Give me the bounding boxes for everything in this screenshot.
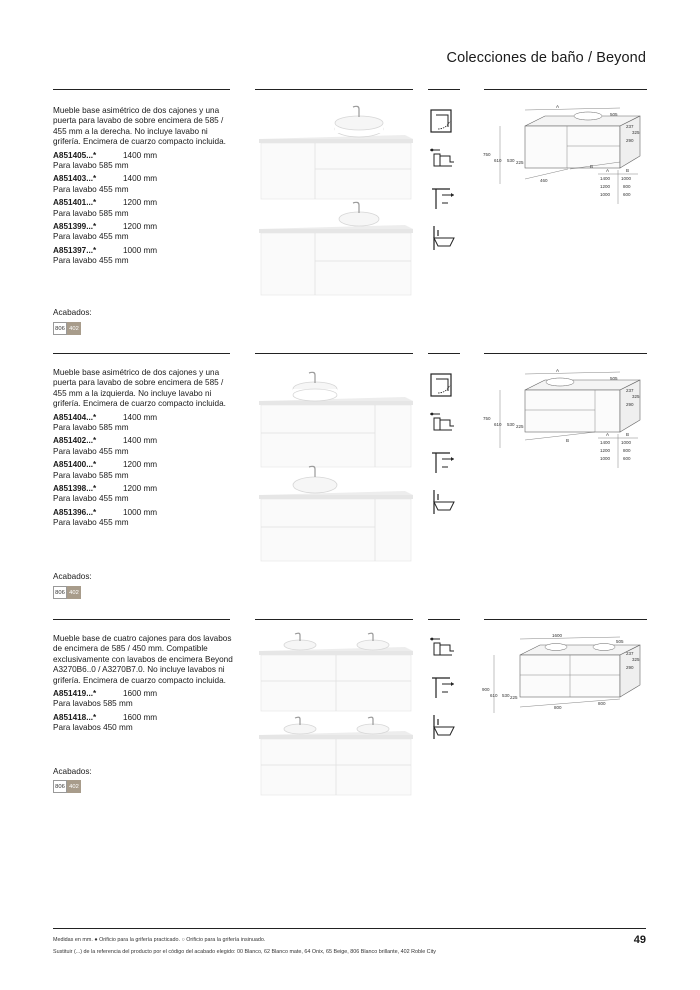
product-size: 1200 mm [123, 484, 158, 494]
dim-label: 225 [510, 695, 518, 700]
product-size: 1600 mm [123, 689, 158, 699]
product-description [53, 634, 233, 737]
product-size: 1400 mm [123, 436, 158, 446]
product-line [53, 713, 233, 723]
product-sub: Para lavabo 585 mm [53, 161, 129, 171]
product-size: 1400 mm [123, 174, 158, 184]
section-rule [255, 353, 413, 354]
section-rule [484, 619, 647, 620]
description-text: Mueble base asimétrico de dos cajones y una puerta para lavabo de sobre encimera de 585 / 455 mm a la izquierda. No incluye lavabo ni grifería. Encimera de cuarzo compacto incluida. [53, 368, 226, 409]
table-header: A [606, 168, 610, 173]
table-header: B [626, 432, 630, 437]
table-cell: 1200 [600, 184, 611, 189]
table-cell: 800 [623, 184, 631, 189]
product-sub: Para lavabo 455 mm [53, 446, 129, 456]
product-description [53, 106, 233, 270]
section-rule [428, 89, 460, 90]
finish-swatches [53, 586, 81, 599]
vanity-image [255, 365, 415, 565]
dim-label: 325 [632, 657, 640, 662]
product-line [53, 198, 233, 208]
dim-label: 505 [610, 376, 618, 381]
vanity-image [255, 631, 415, 801]
footer-note-finishes: Sustituir (...) de la referencia del producto por el código del acabado elegido: 00 Blanco, 62 Blanco mate, 64 Onix, 65 Beige, 806 Blanco brillante, 402 Roble City [53, 948, 436, 955]
page-title: Colecciones de baño / Beyond [446, 50, 646, 66]
basin-icon [428, 224, 458, 252]
product-section-2 [0, 353, 700, 613]
product-line [53, 151, 233, 161]
finish-swatch: 402 [67, 322, 81, 335]
section-rule [484, 353, 647, 354]
table-cell: 1000 [621, 176, 632, 181]
section-rule [484, 89, 647, 90]
dim-label: 290 [626, 138, 634, 143]
product-code: A851396...* [53, 507, 97, 517]
table-cell: 1200 [600, 448, 611, 453]
description-text: Mueble base asimétrico de dos cajones y una puerta para lavabo de sobre encimera de 585 / 455 mm a la derecha. No incluye lavabo ni grifería. Encimera de cuarzo compacto incluida. [53, 106, 226, 147]
product-line [53, 484, 233, 494]
product-code: A851401...* [53, 198, 97, 208]
symbol-column [428, 107, 462, 263]
product-size: 1000 mm [123, 507, 158, 517]
product-code: A851400...* [53, 460, 97, 470]
product-sub: Para lavabos 450 mm [53, 723, 133, 733]
product-code: A851397...* [53, 245, 97, 255]
product-code: A851404...* [53, 412, 97, 422]
product-line [53, 174, 233, 184]
dimension-table [598, 168, 638, 204]
finishes-label: Acabados: [53, 308, 92, 317]
dim-label: 800 [554, 705, 562, 710]
product-size: 1200 mm [123, 198, 158, 208]
dim-label: 530 [507, 422, 515, 427]
product-line [53, 436, 233, 446]
dim-label: 505 [616, 639, 624, 644]
section-rule [53, 353, 230, 354]
product-sub: Para lavabo 585 mm [53, 208, 129, 218]
product-code: A851402...* [53, 436, 97, 446]
product-sub: Para lavabo 585 mm [53, 470, 129, 480]
finish-swatches [53, 322, 81, 335]
product-sub: Para lavabo 585 mm [53, 423, 129, 433]
dim-label: 290 [626, 665, 634, 670]
dimension-table [598, 432, 638, 468]
dim-label: 237 [626, 651, 634, 656]
table-cell: 600 [623, 192, 631, 197]
product-sub: Para lavabo 455 mm [53, 232, 129, 242]
section-rule [255, 89, 413, 90]
basin-icon [428, 713, 458, 741]
vanity-image [255, 99, 415, 299]
product-line [53, 413, 233, 423]
product-code: A851403...* [53, 174, 97, 184]
table-cell: 1000 [600, 192, 611, 197]
technical-drawing [480, 633, 650, 723]
product-size: 1000 mm [123, 245, 158, 255]
dim-label: 237 [626, 388, 634, 393]
dim-label: 1600 [552, 633, 563, 638]
product-size: 1200 mm [123, 460, 158, 470]
product-size: 1200 mm [123, 222, 158, 232]
symbol-column [428, 635, 462, 752]
description-text: Mueble base de cuatro cajones para dos lavabos de encimera de 585 / 450 mm. Compatible exclusivamente con lavabos de encimera Beyond A3270B6..0 / A3270B7.0. No incluye lavabos ni grifería. Encimera de cuarzo compacto incluida. [53, 634, 233, 685]
finish-swatches [53, 780, 81, 793]
dim-label: 225 [516, 424, 524, 429]
table-cell: 1400 [600, 176, 611, 181]
product-section-1 [0, 89, 700, 339]
technical-drawing [480, 104, 650, 219]
wall-mount-icon [428, 146, 458, 174]
dim-label: 610 [494, 158, 502, 163]
table-cell: 1000 [600, 456, 611, 461]
footer-note-measures: Medidas en mm. ● Orificio para la grifería practicado. ○ Orificio para la grifería insinuado. [53, 937, 266, 943]
dim-label: 325 [632, 394, 640, 399]
table-cell: 1400 [600, 440, 611, 445]
product-line [53, 689, 233, 699]
symbol-column [428, 371, 462, 527]
product-code: A851418...* [53, 712, 97, 722]
product-size: 1600 mm [123, 712, 158, 722]
dim-label: 610 [490, 693, 498, 698]
section-rule [255, 619, 413, 620]
product-code: A851419...* [53, 689, 97, 699]
finishes-label: Acabados: [53, 767, 92, 776]
table-cell: 600 [623, 456, 631, 461]
section-rule [53, 619, 230, 620]
drawer-open-icon [428, 371, 458, 399]
dim-label: 237 [626, 124, 634, 129]
dim-label: 225 [516, 160, 524, 165]
product-sub: Para lavabo 455 mm [53, 256, 129, 266]
product-sub: Para lavabo 455 mm [53, 518, 129, 528]
wall-mount-icon [428, 635, 458, 663]
dim-label: A [556, 104, 560, 109]
table-cell: 1000 [621, 440, 632, 445]
product-sub: Para lavabos 585 mm [53, 699, 133, 709]
dim-label: 610 [494, 422, 502, 427]
depth-icon [428, 674, 458, 702]
depth-icon [428, 449, 458, 477]
table-cell: 800 [623, 448, 631, 453]
product-section-3 [0, 619, 700, 819]
finish-swatch: 806 [53, 586, 67, 599]
dim-label: 750 [483, 416, 491, 421]
dim-label: 460 [540, 178, 548, 183]
finish-swatch: 402 [67, 586, 81, 599]
section-rule [53, 89, 230, 90]
product-code: A851398...* [53, 484, 97, 494]
dim-label: 530 [507, 158, 515, 163]
dim-label: 800 [598, 701, 606, 706]
dim-label: 290 [626, 402, 634, 407]
dim-label: 900 [482, 687, 490, 692]
dim-label: B [566, 438, 570, 443]
dim-label: 325 [632, 130, 640, 135]
product-size: 1400 mm [123, 412, 158, 422]
footer-notes [53, 935, 436, 958]
finishes-label: Acabados: [53, 572, 92, 581]
product-line [53, 508, 233, 518]
product-code: A851399...* [53, 222, 97, 232]
product-sub: Para lavabo 455 mm [53, 184, 129, 194]
section-rule [428, 619, 460, 620]
product-code: A851405...* [53, 150, 97, 160]
footer-rule [53, 928, 646, 929]
product-sub: Para lavabo 455 mm [53, 494, 129, 504]
table-header: B [626, 168, 630, 173]
drawer-open-icon [428, 107, 458, 135]
dim-label: A [556, 368, 560, 373]
finish-swatch: 806 [53, 780, 67, 793]
dim-label: 750 [483, 152, 491, 157]
dim-label: B [590, 164, 594, 169]
wall-mount-icon [428, 410, 458, 438]
section-rule [428, 353, 460, 354]
product-line [53, 222, 233, 232]
finish-swatch: 806 [53, 322, 67, 335]
dim-label: 505 [610, 112, 618, 117]
dim-label: 530 [502, 693, 510, 698]
table-header: A [606, 432, 610, 437]
page-number: 49 [633, 934, 646, 946]
technical-drawing [480, 368, 650, 483]
depth-icon [428, 185, 458, 213]
product-size: 1400 mm [123, 150, 158, 160]
product-description [53, 368, 233, 532]
product-line [53, 246, 233, 256]
basin-icon [428, 488, 458, 516]
finish-swatch: 402 [67, 780, 81, 793]
product-line [53, 460, 233, 470]
